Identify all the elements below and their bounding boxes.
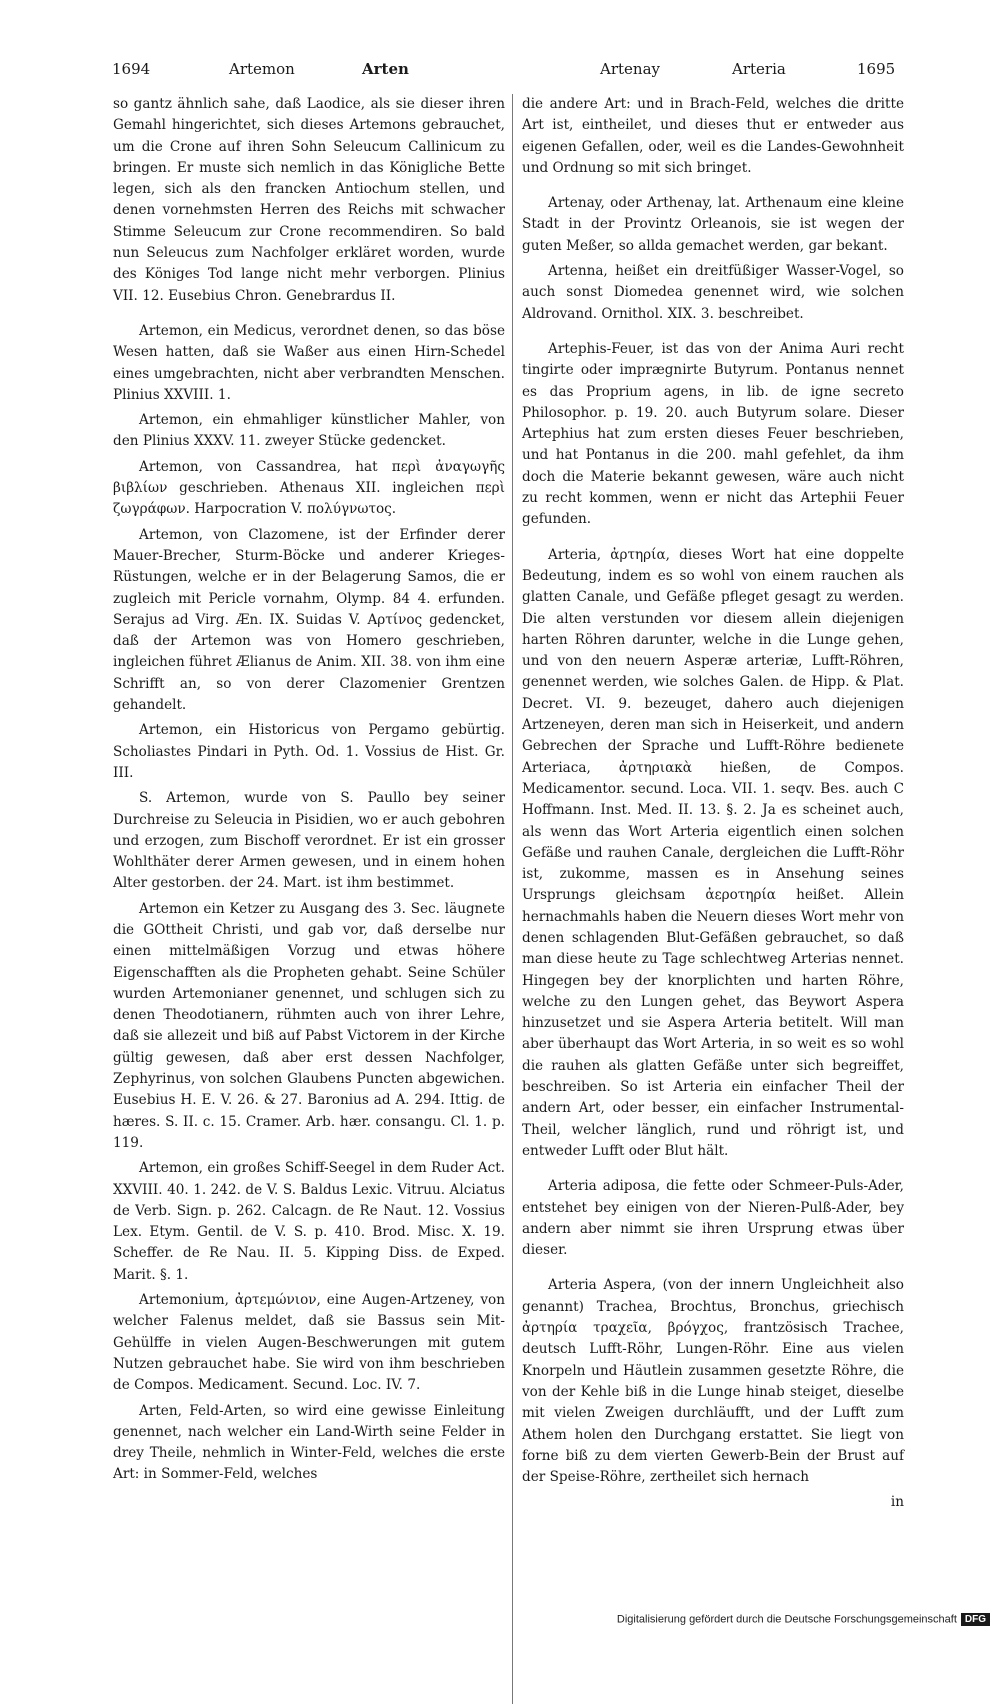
entry-arteria: Arteria, ἀρτηρία, dieses Wort hat eine doppelte Bedeutung, indem es so wohl von einem rauchen als glatten Canale, und Gefäße pfleget gesagt zu werden. Die alten verstunden vor diesem allein diejenigen harten Röhren darunter, welche in die Lunge gehen, und von den neuern Asperæ arteriæ, Lufft-Röhren, genennet werden, wie solches Galen. de Hipp. & Plat. Decret. VI. 9. bezeuget, dahero auch diejenigen Artzeneyen, deren man sich in Heiserkeit, und andern Gebrechen der Sprache und Lufft-Röhre bedienete Arteriaca, ἀρτηριακὰ hießen, de Compos. Medicamentor. secund. Loca. VII. 1. seqv. Bes. auch C Hoffmann. Inst. Med. II. 13. §. 2. Ja es scheinet auch, als wenn das Wort Arteria eigentlich einen solchen Gefäße und rauhen Canale, dergleichen die Lufft-Röhr ist, zukomme, massen es in Ansehung seines Ursprungs gleichsam ἀεροτηρία heißet. Allein hernachmahls haben die Neuern dieses Wort mehr von denen schlagenden Blut-Gefäßen gebrauchet, so daß man diese heute zu Tage schlechtweg Arterias nennet. Hingegen bey der knorplichten und harten Röhre, welche zu den Lungen gehet, das Beywort Aspera hinzusetzet und sie Aspera Arteria betitelt. Will man aber überhaupt das Wort Arteria, in so weit es so wohl die rauhen als glatten Gefäße unter sich begreiffet, beschreiben. So ist Arteria ein einfacher Theil der andern Art, oder besser, ein einfacher Instrumental-Theil, welcher länglich, rund und röhrigt ist, und entweder Lufft oder Blut hält. xyxy=(522,546,904,1159)
header-word-center: Arten xyxy=(362,60,409,78)
column-divider xyxy=(512,94,513,1704)
entry-artemonium: Artemonium, ἀρτεμώνιον, eine Augen-Artzeney, von welcher Falenus meldet, daß sie Bassus sein Mit-Gehülffe in vielen Augen-Beschwerungen mit gutem Nutzen gebrauchet habe. Sie wird von ihm beschrieben de Compos. Medicament. Secund. Loc. IV. 7. xyxy=(113,1292,505,1394)
entry-artemon-cassandrea: Artemon, von Cassandrea, hat περὶ ἀναγωγῆς βιβλίων geschrieben. Athenaus XII. ingleichen περὶ ζωγράφων. Harpocration V. πολύγνωτος. xyxy=(113,458,505,518)
entry-s-artemon: S. Artemon, wurde von S. Paullo bey seiner Durchreise zu Seleucia in Pisidien, wo er auch gebohren und erzogen, zum Bischoff verordnet. Er ist ein grosser Wohlthäter derer Armen gewesen, und in einem hohen Alter gestorben. der 24. Mart. ist ihm bestimmet. xyxy=(113,790,505,892)
page-number-left: 1694 xyxy=(112,60,151,78)
entry-artemon-ketzer: Artemon ein Ketzer zu Ausgang des 3. Sec. läugnete die GOttheit Christi, und gab vor, daß derselbe nur einen mittelmäßigen Vorzug und etwas höhere Eigenschafften als die Propheten gehabt. Seine Schüler wurden Artemonianer genennet, und schlugen sich zu denen Theodotianern, rühmten auch von ihrer Lehre, daß sie allezeit und biß auf Pabst Victorem in der Kirche gültig gewesen, daß aber erst dessen Nachfolger, Zephyrinus, von solchen Glaubens Puncten abgewichen. Eusebius H. E. V. 26. & 27. Baronius ad A. 294. Ittig. de hæres. S. II. c. 15. Cramer. Arb. hær. consangu. Cl. 1. p. 119. xyxy=(113,900,505,1151)
entry-artemon-seegel: Artemon, ein großes Schiff-Seegel in dem Ruder Act. XXVIII. 40. 1. 242. de V. S. Baldus Lexic. Vitruu. Alciatus de Verb. Sign. p. 262. Calcagn. de Re Naut. 12. Vossius Lex. Etym. Gentil. de V. S. p. 410. Brod. Misc. X. 19. Scheffer. de Re Nau. II. 5. Kipping Diss. de Exped. Marit. §. 1. xyxy=(113,1160,505,1283)
dfg-logo: DFG xyxy=(961,1613,990,1626)
header-word-right: Artenay xyxy=(600,60,660,78)
header-word-left: Artemon xyxy=(229,60,295,78)
entry-continuation: so gantz ähnlich sahe, daß Laodice, als sie dieser ihren Gemahl hingerichtet, sich dieses Artemons gebrauchet, um die Crone auf ihren Sohn Seleucum Callinicum zu bringen. Er muste sich nemlich in das Königliche Bette legen, sich als den francken Antiochum stellen, und denen vornehmsten Herren des Reichs mit schwacher Stimme Seleucum zur Crone recommendiren. So bald nun Seleucus zum Nachfolger erkläret worden, wurde des Königes Tod lange nicht mehr verborgen. Plinius VII. 12. Eusebius Chron. Genebrardus II. xyxy=(113,96,505,304)
entry-arteria-adiposa: Arteria adiposa, die fette oder Schmeer-Puls-Ader, entstehet bey einigen von der Nieren-Pulß-Ader, bey andern aber nimmt sie ihren Ursprung etwas über dieser. xyxy=(522,1178,904,1259)
digitization-footer xyxy=(560,1613,990,1635)
right-column xyxy=(522,94,904,1514)
footer-text: Digitalisierung gefördert durch die Deutsche Forschungsgemeinschaft xyxy=(616,1613,957,1626)
entry-artephis-feuer: Artephis-Feuer, ist das von der Anima Auri recht tingirte oder imprægnirte Butyrum. Pontanus nennet es das Proprium agens, in lib. de igne secreto Philosophor. p. 19. 20. auch Butyrum solare. Dieser Artephius hat zum ersten dieses Feuer beschrieben, und hat Pontanus in die 200. mahl gefehlet, da ihm doch die Materie bekannt gewesen, wäre auch nicht zu recht kommen, wenn er nicht das Artephii Feuer gefunden. xyxy=(522,340,904,528)
entry-artenay: Artenay, oder Arthenay, lat. Arthenaum eine kleine Stadt in der Provintz Orleanois, sie ist wegen der guten Meßer, so allda gemachet werden, gar bekant. xyxy=(522,195,904,254)
catchword: in xyxy=(890,1494,904,1511)
running-header xyxy=(112,60,902,86)
left-column xyxy=(113,94,505,1486)
entry-artemon-historicus: Artemon, ein Historicus von Pergamo gebürtig. Scholiastes Pindari in Pyth. Od. 1. Vossius de Hist. Gr. III. xyxy=(113,722,505,781)
entry-arteria-aspera: Arteria Aspera, (von der innern Ungleichheit also genannt) Trachea, Brochtus, Bronchus, griechisch ἀρτηρία τραχεῖα, βρόγχος, frantzösisch Trachee, deutsch Lufft-Röhr, Lungen-Röhr. Eine aus vielen Knorpeln und Häutlein zusammen gesetzte Röhre, die von der Kehle biß in die Lunge hinab steiget, dieselbe mit vielen Zweigen durchläufft, und der Lufft zum Athem holen den Durchgang erstattet. Sie liegt von forne biß zu dem vierten Gewerb-Bein der Brust auf der Speise-Röhre, zertheilet sich hernach xyxy=(522,1277,904,1486)
entry-artemon-medicus: Artemon, ein Medicus, verordnet denen, so das böse Wesen hatten, daß sie Waßer aus einen Hirn-Schedel eines umgebrachten, nicht aber verbrandten Menschen. Plinius XXVIII. 1. xyxy=(113,322,505,403)
header-word-right-2: Arteria xyxy=(732,60,786,78)
page-number-right: 1695 xyxy=(857,60,896,78)
entry-arten: Arten, Feld-Arten, so wird eine gewisse Einleitung genennet, nach welcher ein Land-Wirth seine Felder in drey Theile, nehmlich in Winter-Feld, welches die erste Art: in Sommer-Feld, welches xyxy=(113,1402,505,1483)
entry-artemon-clazomene: Artemon, von Clazomene, ist der Erfinder derer Mauer-Brecher, Sturm-Böcke und anderer Krieges-Rüstungen, welche er in der Belagerung Samos, die er zugleich mit Pericle vornahm, Olymp. 84 4. erfunden. Serajus ad Virg. Æn. IX. Suidas V. Αρτίνος gedencket, daß der Artemon was von Homero geschrieben, ingleichen führet Ælianus de Anim. XII. 38. von ihm eine Schrifft an, so von derer Clazomenier Grentzen gehandelt. xyxy=(113,526,505,714)
entry-continuation-right: die andere Art: und in Brach-Feld, welches die dritte Art ist, eintheilet, und dieses thut er entweder aus eigenen Gefallen, oder, weil es die Landes-Gewohnheit und Ordnung so mit sich bringet. xyxy=(522,96,904,176)
entry-artenna: Artenna, heißet ein dreitfüßiger Wasser-Vogel, so auch sonst Diomedea genennet wird, wie solchen Aldrovand. Ornithol. XIX. 3. beschreibet. xyxy=(522,263,904,322)
entry-artemon-mahler: Artemon, ein ehmahliger künstlicher Mahler, von den Plinius XXXV. 11. zweyer Stücke gedencket. xyxy=(113,412,505,450)
